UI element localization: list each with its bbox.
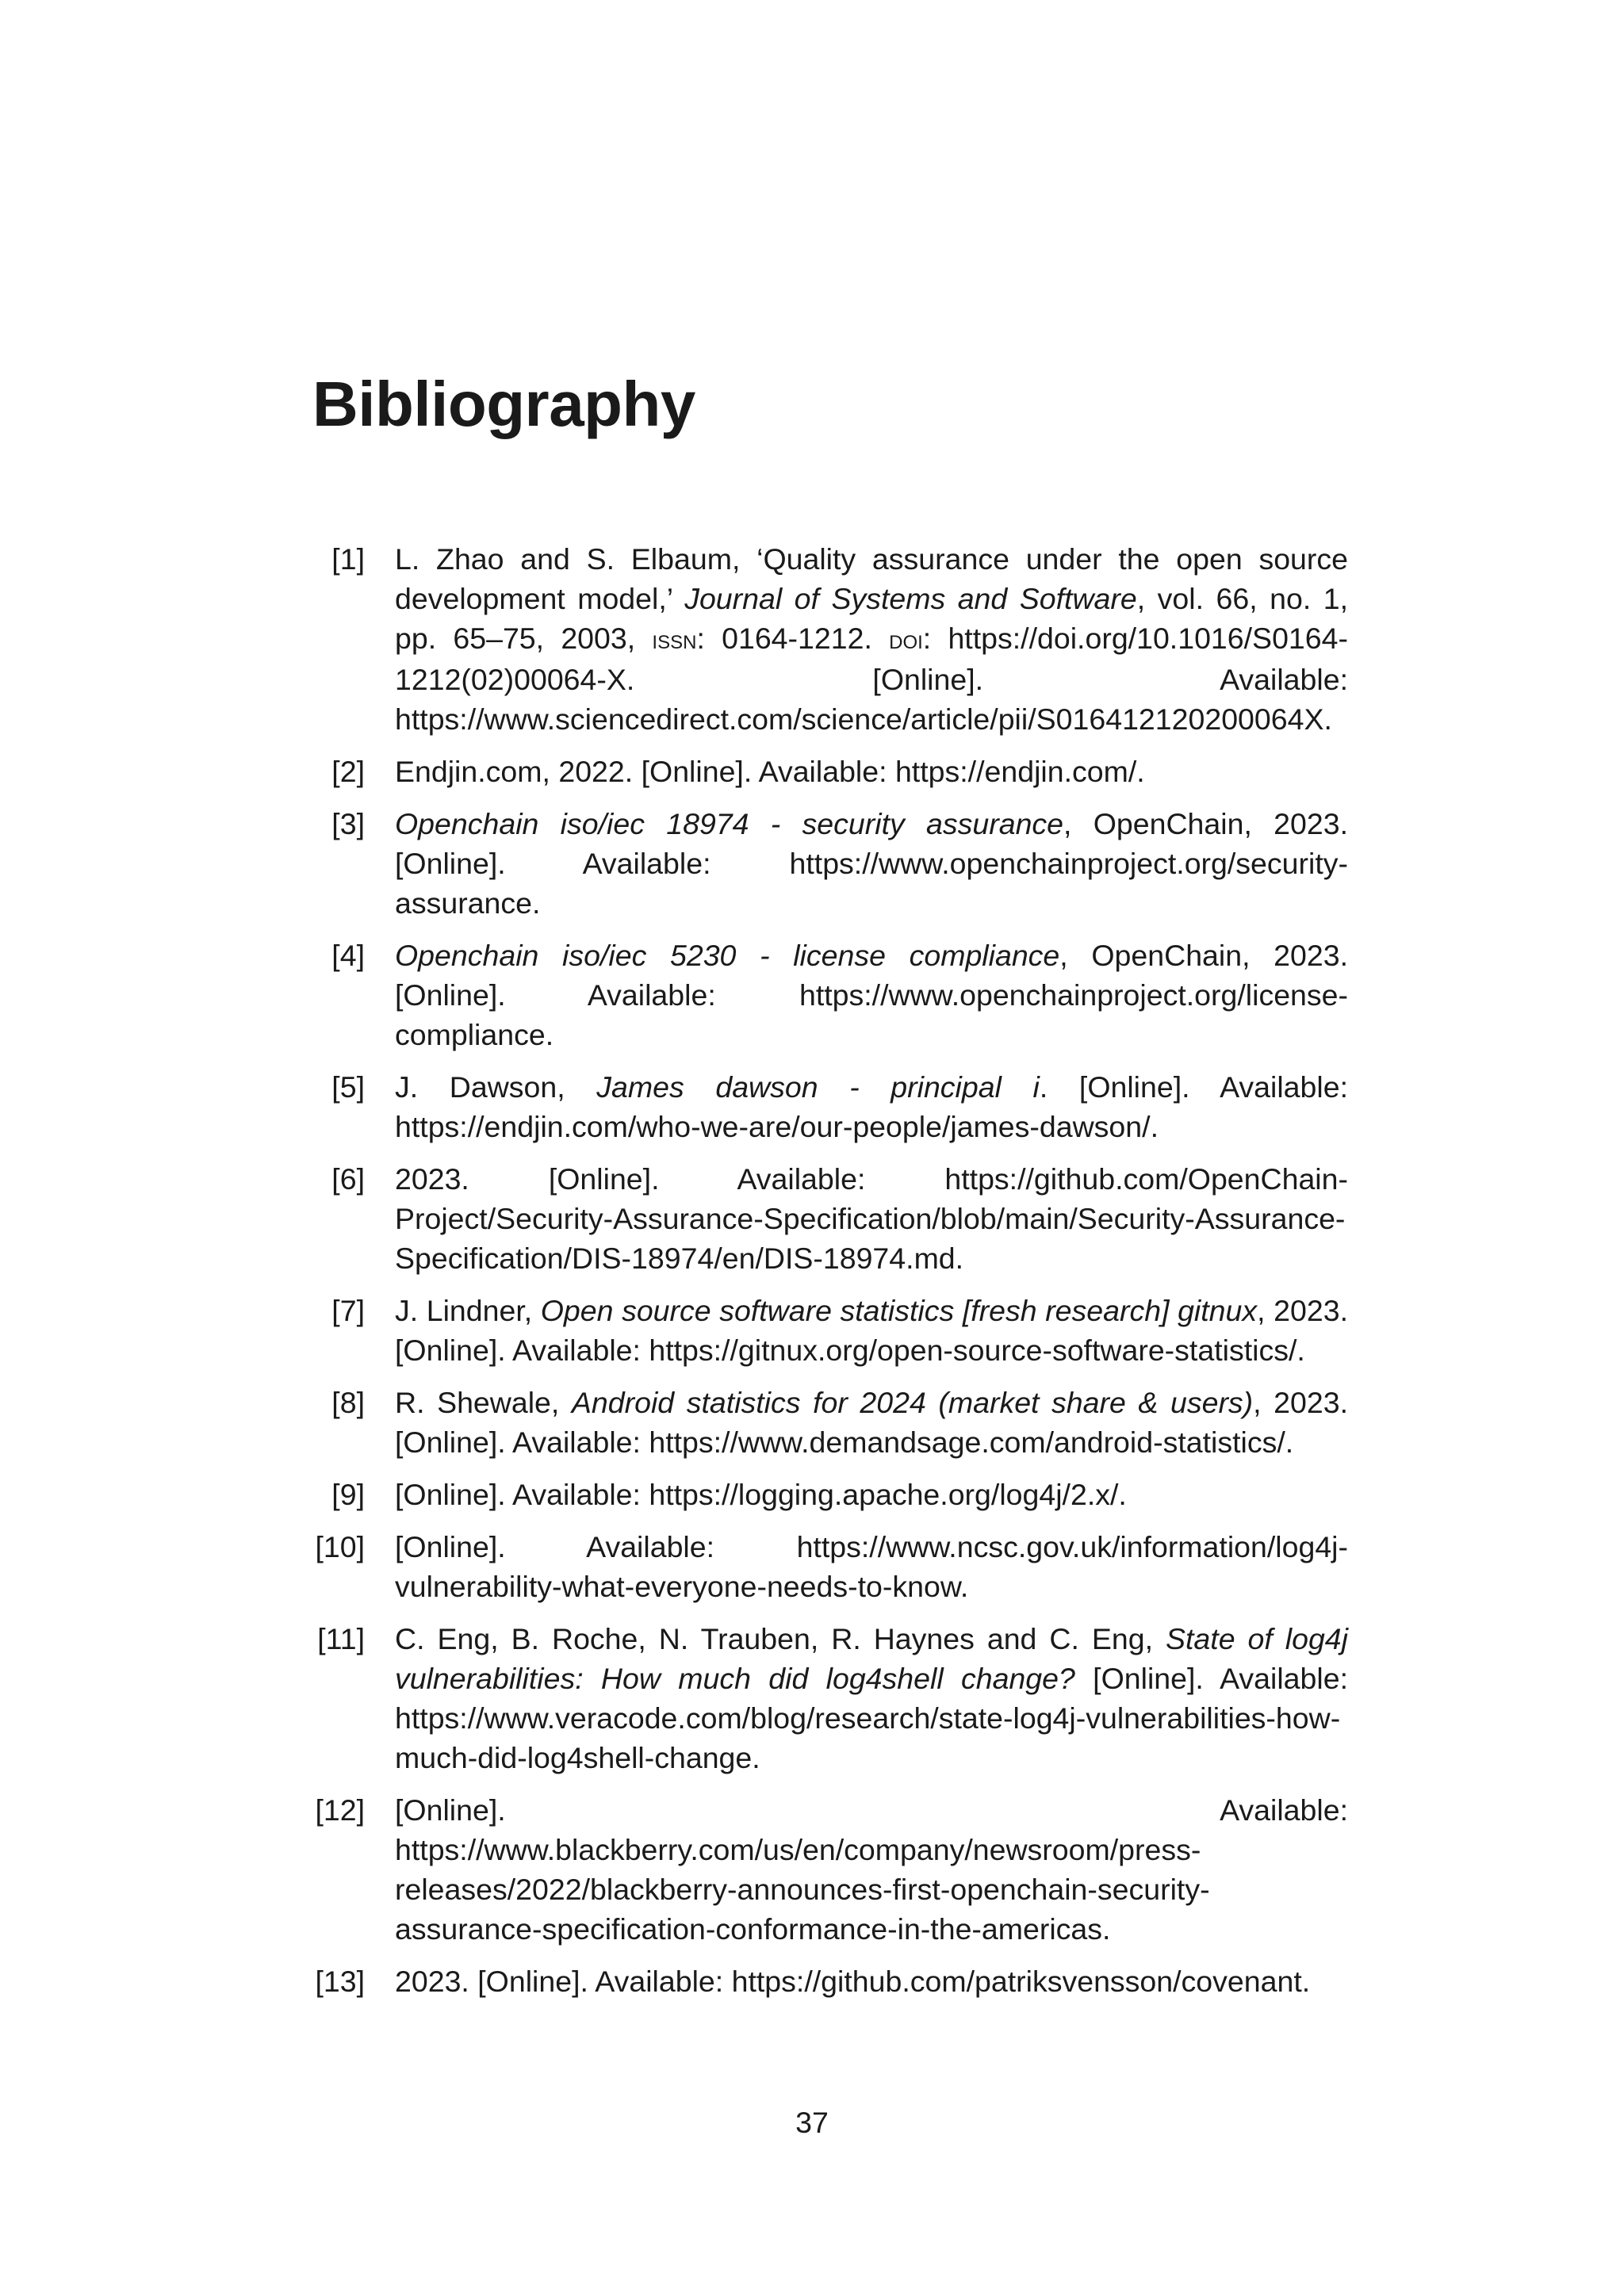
reference-text bbox=[395, 1619, 1348, 1777]
reference-url-link[interactable]: https://gitnux.org/open-source-software-statistics/ bbox=[649, 1334, 1297, 1367]
reference-text-segment: . [Online]. Available: bbox=[626, 663, 1348, 696]
reference-text-segment: , OpenChain, 2023. [Online]. Available: bbox=[395, 807, 1348, 880]
reference-url-link[interactable]: https://logging.apache.org/log4j/2.x/ bbox=[649, 1478, 1119, 1511]
reference-url-link[interactable]: https://www.openchainproject.org/security-assurance bbox=[395, 847, 1348, 920]
bibliography-entry bbox=[301, 1159, 1348, 1278]
reference-url-link[interactable]: https://endjin.com/ bbox=[894, 755, 1137, 788]
reference-text-segment: : bbox=[922, 622, 948, 655]
reference-title: State of log4j vulnerabilities: How much did log4shell change? bbox=[395, 1622, 1348, 1695]
reference-title: Journal of Systems and Software bbox=[684, 582, 1137, 615]
reference-number: [8] bbox=[331, 1386, 365, 1419]
reference-text-segment: [Online]. Available: bbox=[395, 1478, 649, 1511]
bibliography-entry bbox=[301, 1619, 1348, 1777]
bibliography-entry bbox=[301, 1067, 1348, 1146]
bibliography-entry bbox=[301, 804, 1348, 923]
reference-text bbox=[395, 804, 1348, 923]
reference-text-segment: , 2023. [Online]. Available: bbox=[395, 1386, 1348, 1459]
reference-text-segment: . bbox=[545, 1018, 554, 1051]
reference-text-segment: . bbox=[959, 1570, 969, 1603]
reference-url-link[interactable]: https://github.com/patriksvensson/covenant bbox=[731, 1965, 1302, 1998]
reference-text bbox=[395, 1790, 1348, 1949]
bibliography-entry bbox=[301, 1790, 1348, 1949]
bibliography-list bbox=[301, 539, 1348, 2014]
reference-text bbox=[395, 1961, 1348, 2001]
reference-text-segment: [Online]. Available: bbox=[395, 1530, 797, 1563]
reference-number: [6] bbox=[331, 1162, 365, 1196]
bibliography-entry bbox=[301, 1527, 1348, 1606]
reference-url-link[interactable]: https://www.openchainproject.org/license-compliance bbox=[395, 978, 1348, 1051]
reference-title: Openchain iso/iec 5230 - license compliance bbox=[395, 939, 1060, 972]
reference-url-link[interactable]: https://github.com/OpenChain-Project/Security-Assurance-Specification/blob/main/Security-Assurance-Specification/DIS-18974/en/DIS-18974.md bbox=[395, 1162, 1348, 1275]
reference-number: [1] bbox=[331, 542, 365, 576]
reference-text-segment: . bbox=[1150, 1110, 1159, 1143]
reference-number: [13] bbox=[315, 1965, 365, 1998]
reference-text-segment: J. Lindner, bbox=[395, 1294, 541, 1327]
bibliography-entry bbox=[301, 539, 1348, 739]
reference-url-link[interactable]: https://doi.org/10.1016/S0164-1212(02)00064-X bbox=[395, 622, 1348, 696]
reference-title: Openchain iso/iec 18974 - security assurance bbox=[395, 807, 1064, 840]
page-number: 37 bbox=[795, 2106, 829, 2139]
reference-text bbox=[395, 1383, 1348, 1462]
reference-text bbox=[395, 1159, 1348, 1278]
reference-text-segment: [Online]. Available: bbox=[395, 1793, 1348, 1827]
reference-number: [7] bbox=[331, 1294, 365, 1327]
reference-text bbox=[395, 539, 1348, 739]
reference-text-segment: . bbox=[1297, 1334, 1305, 1367]
reference-text bbox=[395, 752, 1348, 791]
reference-text bbox=[395, 1291, 1348, 1370]
reference-url-link[interactable]: https://endjin.com/who-we-are/our-people/james-dawson/ bbox=[395, 1110, 1151, 1143]
reference-text bbox=[395, 1475, 1348, 1514]
reference-text-segment: . bbox=[1285, 1425, 1294, 1459]
reference-text-segment: L. Zhao and S. Elbaum, ‘Quality assurance under the open source development model,’ bbox=[395, 542, 1348, 615]
reference-text-segment: . bbox=[532, 886, 541, 920]
reference-number: [10] bbox=[315, 1530, 365, 1563]
bibliography-entry bbox=[301, 1475, 1348, 1514]
reference-number: [9] bbox=[331, 1478, 365, 1511]
reference-number: [3] bbox=[331, 807, 365, 840]
bibliography-entry bbox=[301, 1961, 1348, 2001]
reference-text-segment: [Online]. Available: bbox=[1074, 1662, 1348, 1695]
reference-text-segment: . bbox=[1118, 1478, 1127, 1511]
reference-text bbox=[395, 936, 1348, 1054]
reference-text-segment: : 0164-1212. bbox=[696, 622, 890, 655]
bibliography-entry bbox=[301, 936, 1348, 1054]
reference-number: [11] bbox=[317, 1622, 365, 1655]
bibliography-entry bbox=[301, 752, 1348, 791]
reference-text-segment: . bbox=[1136, 755, 1145, 788]
reference-text-segment: . [Online]. Available: bbox=[1039, 1070, 1349, 1104]
reference-title: James dawson - principal i bbox=[596, 1070, 1040, 1104]
reference-text-segment: J. Dawson, bbox=[395, 1070, 597, 1104]
reference-text bbox=[395, 1527, 1348, 1606]
reference-text-segment: . bbox=[1102, 1912, 1111, 1946]
reference-url-link[interactable]: https://www.veracode.com/blog/research/state-log4j-vulnerabilities-how-much-did-log4shell-change bbox=[395, 1701, 1341, 1774]
reference-text-segment: . bbox=[955, 1242, 964, 1275]
reference-text-segment: R. Shewale, bbox=[395, 1386, 572, 1419]
reference-number: [5] bbox=[331, 1070, 365, 1104]
reference-number: [12] bbox=[315, 1793, 365, 1827]
reference-number: [2] bbox=[331, 755, 365, 788]
reference-text-segment: . bbox=[752, 1741, 760, 1774]
bibliography-entry bbox=[301, 1291, 1348, 1370]
reference-text-segment: . bbox=[1323, 702, 1332, 736]
bibliography-entry bbox=[301, 1383, 1348, 1462]
reference-text-segment: 2023. [Online]. Available: bbox=[395, 1162, 945, 1196]
reference-text-segment: issn bbox=[652, 625, 697, 655]
page-title: Bibliography bbox=[312, 369, 695, 439]
reference-url-link[interactable]: https://www.sciencedirect.com/science/article/pii/S016412120200064X bbox=[395, 702, 1324, 736]
reference-text-segment: , vol. 66, no. 1, pp. 65–75, 2003, bbox=[395, 582, 1349, 655]
reference-text-segment: Endjin.com, 2022. [Online]. Available: bbox=[395, 755, 895, 788]
reference-text-segment: . bbox=[1301, 1965, 1311, 1998]
reference-text bbox=[395, 1067, 1348, 1146]
reference-text-segment: doi bbox=[889, 625, 923, 655]
reference-text-segment: , OpenChain, 2023. [Online]. Available: bbox=[395, 939, 1349, 1012]
reference-title: Open source software statistics [fresh research] gitnux bbox=[540, 1294, 1258, 1327]
reference-url-link[interactable]: https://www.demandsage.com/android-statistics/ bbox=[649, 1425, 1285, 1459]
reference-number: [4] bbox=[331, 939, 365, 972]
reference-url-link[interactable]: https://www.ncsc.gov.uk/information/log4j-vulnerability-what-everyone-needs-to-know bbox=[395, 1530, 1348, 1603]
reference-text-segment: 2023. [Online]. Available: bbox=[395, 1965, 732, 1998]
reference-title: Android statistics for 2024 (market share & users) bbox=[571, 1386, 1254, 1419]
reference-url-link[interactable]: https://www.blackberry.com/us/en/company/newsroom/press-releases/2022/blackberry-announces-first-openchain-security-assurance-specification-conformance-in-the-americas bbox=[395, 1833, 1210, 1946]
reference-text-segment: , 2023. [Online]. Available: bbox=[395, 1294, 1348, 1367]
reference-text-segment: C. Eng, B. Roche, N. Trauben, R. Haynes and C. Eng, bbox=[395, 1622, 1166, 1655]
